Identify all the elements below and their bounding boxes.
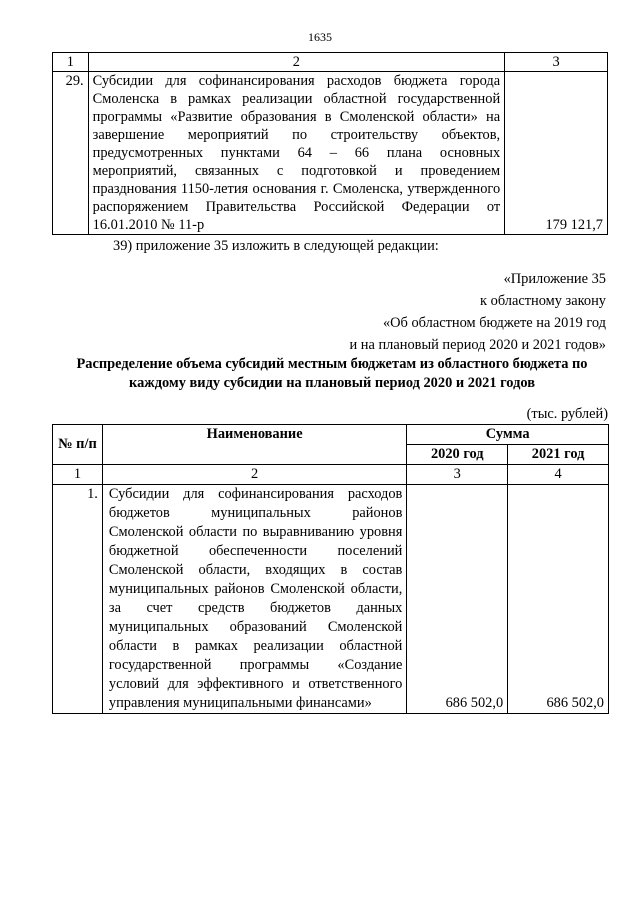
row-name: Субсидии для софинансирования расходов бюджетов муниципальных районов Смоленской области по выравниванию уровня бюджетной обеспеченности поселений Смоленской области, входящих в состав муниципальных районов Смоленской области, за счет средств бюджетов данных муниципальных образований Смоленской области в рамках реализации областной государственной программы «Создание условий для эффективного и ответственного управления муниципальными финансами» [102, 485, 406, 714]
row-value-2021: 686 502,0 [508, 485, 609, 714]
column-number-2: 2 [88, 53, 505, 72]
column-number-3: 3 [505, 53, 608, 72]
table-row [53, 485, 609, 714]
subsidy-table [52, 424, 609, 714]
page-number: 1635 [308, 30, 332, 44]
table-row [53, 72, 608, 235]
document-title: Распределение объема субсидий местным бюджетам из областного бюджета по каждому виду субсидии на плановый период 2020 и 2021 годов [76, 356, 588, 391]
row-value-2020: 686 502,0 [407, 485, 508, 714]
units-label: (тыс. рублей) [526, 406, 608, 422]
instruction-paragraph: 39) приложение 35 изложить в следующей редакции: [113, 238, 439, 254]
appendix-line: к областному закону [480, 293, 606, 309]
column-number-2: 2 [102, 465, 406, 485]
appendix-reference [350, 268, 607, 356]
appendix-line: «Приложение 35 [503, 271, 606, 287]
header-year-2021: 2021 год [508, 445, 609, 465]
row-value: 179 121,7 [505, 72, 608, 235]
appendix-line: «Об областном бюджете на 2019 год [382, 315, 606, 331]
header-row [53, 425, 609, 445]
column-number-1: 1 [53, 53, 89, 72]
row-name: Субсидии для софинансирования расходов бюджета города Смоленска в рамках реализации областной государственной программы «Развитие образования в Смоленской области» на завершение мероприятий по строительству объектов, предусмотренных пунктами 64 – 66 плана основных мероприятий, связанных с подготовкой и проведением празднования 1150-летия основания г. Смоленска, утвержденного распоряжением Правительства Российской Федерации от 16.01.2010 № 11-р [88, 72, 505, 235]
header-year-2020: 2020 год [407, 445, 508, 465]
column-number-4: 4 [508, 465, 609, 485]
header-number: № п/п [53, 425, 103, 465]
header-name: Наименование [102, 425, 406, 465]
row-number: 1. [53, 485, 103, 714]
continued-table [52, 52, 608, 235]
column-number-row [53, 53, 608, 72]
column-number-1: 1 [53, 465, 103, 485]
column-number-3: 3 [407, 465, 508, 485]
appendix-line: и на плановый период 2020 и 2021 годов» [349, 337, 606, 353]
column-number-row [53, 465, 609, 485]
row-number: 29. [53, 72, 89, 235]
header-sum: Сумма [407, 425, 609, 445]
